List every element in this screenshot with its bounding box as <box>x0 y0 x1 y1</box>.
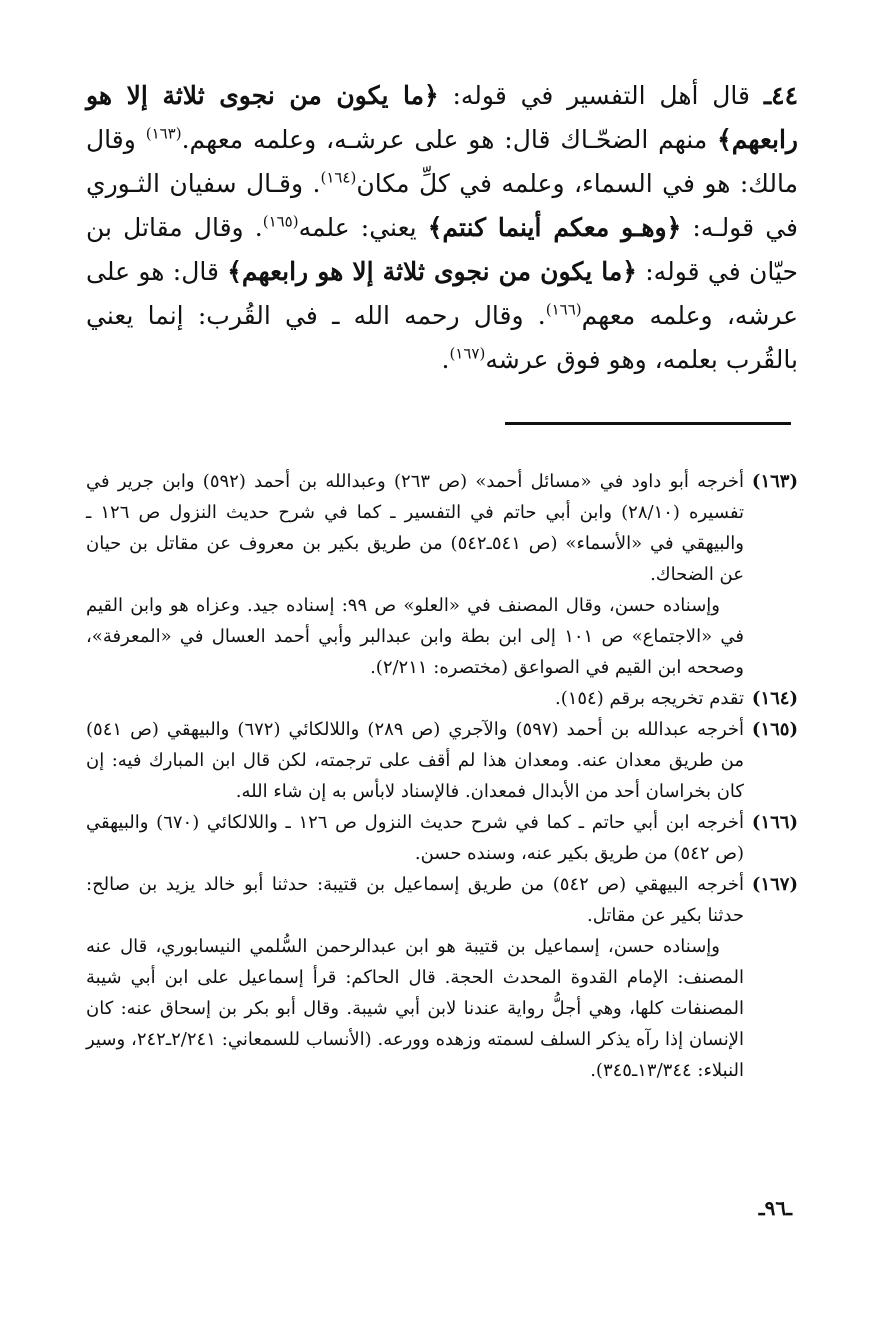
text-segment: . وقال مقاتل بن حيّان في قوله: <box>86 213 798 286</box>
footnote-paragraph: وإسناده حسن، إسماعيل بن قتيبة هو ابن عبدالرحمن السُّلمي النيسابوري، قال عنه المصنف: الإمام القدوة المحدث الحجة. قال الحاكم: قرأ إسماعيل على ابن أبي شيبة المصنفات كلها، وهي أجلُّ رواية عندنا لابن أبي شيبة. وقال أبو بكر بن إسحاق عنه: كان الإنسان إذا رآه يذكر السلف لسمته وزهده وورعه. (الأنساب للسمعاني: ٢/٢٤١ـ٢٤٢، وسير النبلاء: ١٣/٣٤٤ـ٣٤٥). <box>86 936 744 1081</box>
footnote-number: (١٦٣) <box>751 471 798 492</box>
text-segment: منهم الضحّـاك قال: هو على عرشـه، وعلمه معهم. <box>181 125 718 154</box>
footnote-paragraph: تقدم تخريجه برقم (١٥٤). <box>554 688 744 709</box>
footnote-number: (١٦٤) <box>751 688 798 709</box>
footnote-divider <box>505 422 791 425</box>
quran-verse: ﴿وهـو معكم أينما كنتم﴾ <box>427 213 682 242</box>
footnote-ref[interactable]: (١٦٥) <box>262 212 299 231</box>
quran-verse: ﴿ما يكون من نجوى ثلاثة إلا هو رابعهم﴾ <box>227 257 637 286</box>
footnote-paragraph: أخرجه أبو داود في «مسائل أحمد» (ص ٢٦٣) وعبدالله بن أحمد (٥٩٢) وابن جرير في تفسيره (٢٨/١٠) وابن أبي حاتم في التفسير ـ كما في شرح حديث النزول ص ١٢٦ ـ والبيهقي في «الأسماء» (ص ٥٤١ـ٥٤٢) من طريق بكير بن معروف عن مقاتل بن حيان عن الضحاك. <box>86 471 744 585</box>
page-number: ـ٩٦ـ <box>758 1196 792 1220</box>
footnote-ref[interactable]: (١٦٦) <box>545 300 582 319</box>
footnote-paragraph: أخرجه ابن أبي حاتم ـ كما في شرح حديث النزول ص ١٢٦ ـ واللالكائي (٦٧٠) والبيهقي (ص ٥٤٢) من طريق بكير عنه، وسنده حسن. <box>86 812 744 864</box>
footnote <box>86 683 798 714</box>
footnote-text <box>86 807 744 869</box>
footnote <box>86 466 798 683</box>
footnote-paragraph: وإسناده حسن، وقال المصنف في «العلو» ص ٩٩: إسناده جيد. وعزاه هو وابن القيم في «الاجتماع» ص ١٠١ إلى ابن بطة وابن عبدالبر وأبي أحمد العسال في «المعرفة»، وصححه ابن القيم في الصواعق (مختصره: ٢/٢١١). <box>86 595 744 678</box>
footnote-paragraph: أخرجه البيهقي (ص ٥٤٢) من طريق إسماعيل بن قتيبة: حدثنا أبو خالد يزيد بن صالح: حدثنا بكير عن مقاتل. <box>86 874 744 926</box>
footnote-paragraph: أخرجه عبدالله بن أحمد (٥٩٧) والآجري (ص ٢٨٩) واللالكائي (٦٧٢) والبيهقي (ص ٥٤١) من طريق معدان عنه. ومعدان هذا لم أقف على ترجمته، لكن قال ابن المبارك فيه: إن كان بخراسان أحد من الأبدال فمعدان. فالإسناد لابأس به إن شاء الله. <box>86 719 745 802</box>
footnote-number: (١٦٥) <box>751 719 798 740</box>
footnote-text <box>86 683 744 714</box>
footnote <box>86 807 798 869</box>
text-segment: . <box>441 345 450 374</box>
footnote-text <box>86 466 744 683</box>
footnotes <box>86 466 798 1086</box>
text-segment: . وقـال سفيان الثـوري في قولـه: <box>86 169 798 242</box>
footnote-text <box>86 714 744 807</box>
main-paragraph <box>86 81 798 374</box>
footnote <box>86 714 798 807</box>
text-segment: وقال مالك: هو في السماء، وعلمه في كلِّ مكان <box>86 125 798 198</box>
footnote-ref[interactable]: (١٦٣) <box>145 124 182 143</box>
footnote-ref[interactable]: (١٦٧) <box>449 344 486 363</box>
footnote-number: (١٦٦) <box>751 812 798 833</box>
footnote-text <box>86 869 744 1086</box>
text-segment: يعني: علمه <box>298 213 428 242</box>
footnote <box>86 869 798 1086</box>
paragraph-number: ٤٤ـ <box>763 81 798 110</box>
text-segment: قال أهل التفسير في قوله: <box>438 81 764 110</box>
quran-verse: ﴿ما يكون من نجوى ثلاثة إلا هو رابعهم﴾ <box>86 81 798 154</box>
footnote-ref[interactable]: (١٦٤) <box>320 168 357 187</box>
main-text <box>86 74 798 382</box>
text-segment: . وقال رحمه الله ـ في القُرب: إنما يعني بالقُرب بعلمه، وهو فوق عرشه <box>86 301 798 374</box>
footnote-number: (١٦٧) <box>751 874 798 895</box>
text-segment: قال: هو على عرشه، وعلمه معهم <box>86 257 798 330</box>
